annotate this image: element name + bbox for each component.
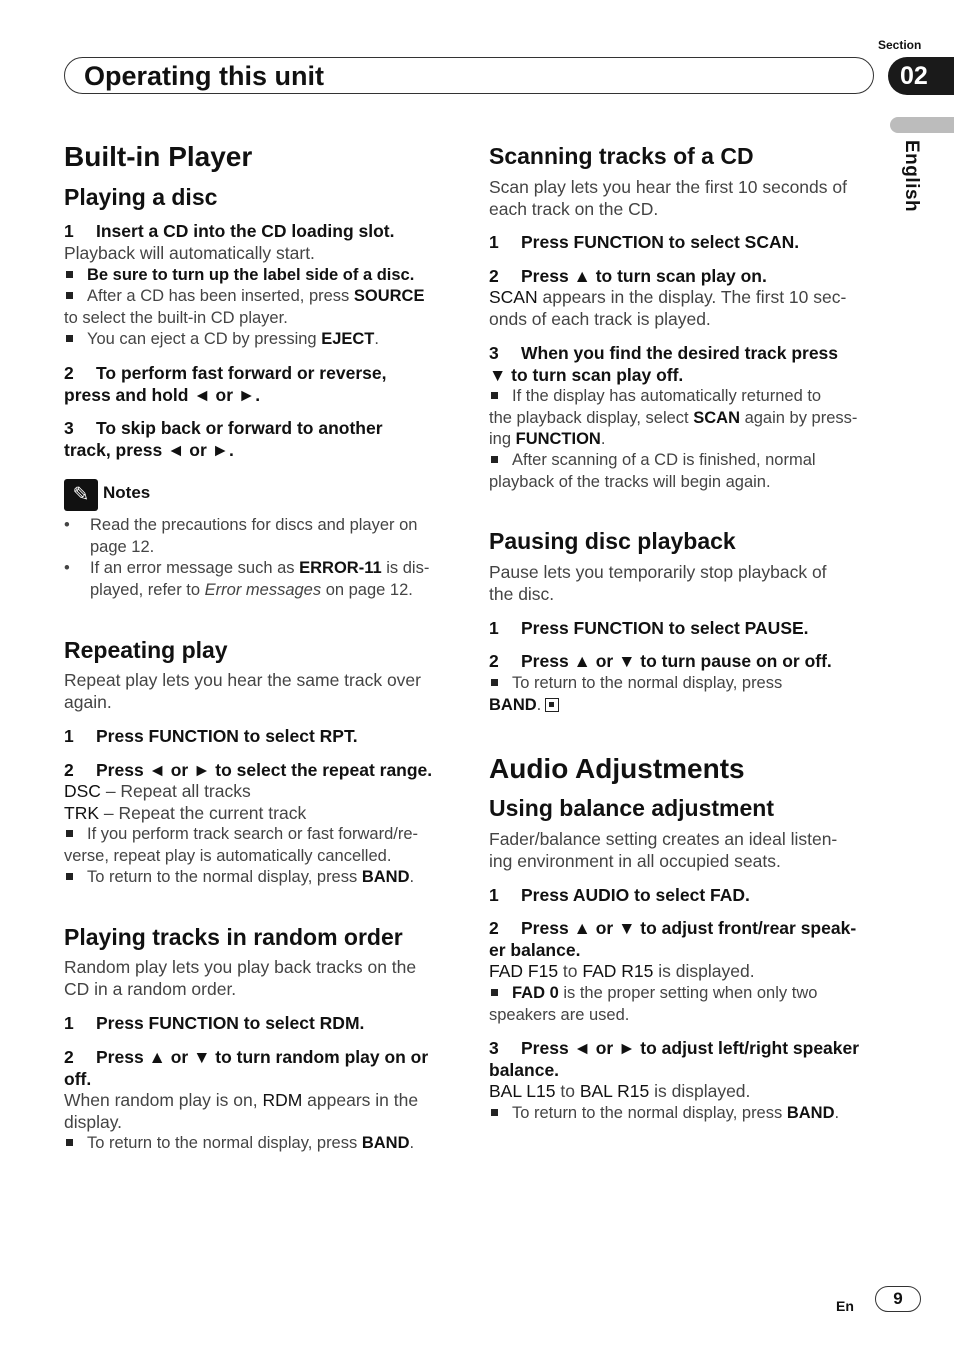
bullet-source-cont: to select the built-in CD player. <box>64 309 288 327</box>
step-pause-toggle: 2 Press ▲ or ▼ to turn pause on or off. <box>489 651 832 671</box>
random-desc: Random play lets you play back tracks on the CD in a random order. <box>64 957 417 999</box>
section-number-tab: 02 <box>888 57 954 95</box>
bullet-fad-zero: FAD 0 is the proper setting when only two speakers are used. <box>489 984 818 1024</box>
bullet-balance-band: To return to the normal display, press BAND. <box>489 1103 839 1125</box>
section-label: Section <box>878 38 922 52</box>
step-repeat-range: 2 Press ◄ or ► to select the repeat range. <box>64 760 433 780</box>
pausing-heading: Pausing disc playback <box>489 528 736 554</box>
page-number: 9 <box>875 1286 921 1312</box>
page-title: Operating this unit <box>84 61 324 91</box>
audio-adjustments-heading: Audio Adjustments <box>489 753 745 784</box>
fad-range: FAD F15 to FAD R15 is displayed. <box>489 961 755 981</box>
step-insert-cd-desc: Playback will automatically start. <box>64 243 315 263</box>
step-select-rpt: 1 Press FUNCTION to select RPT. <box>64 726 358 746</box>
bullet-label-side: Be sure to turn up the label side of a disc. <box>64 265 414 287</box>
bullet-random-band: To return to the normal display, press BAND. <box>64 1133 414 1155</box>
step-fast-forward: 2 To perform fast forward or reverse, press and hold ◄ or ►. <box>64 363 387 405</box>
bullet-pause-band: To return to the normal display, press BAND. <box>489 674 783 714</box>
step-skip-track: 3 To skip back or forward to another track, press ◄ or ►. <box>64 418 383 460</box>
repeating-play-heading: Repeating play <box>64 637 228 663</box>
scan-info: SCAN appears in the display. The first 10 sec- onds of each track is played. <box>489 287 847 329</box>
step-select-fad: 1 Press AUDIO to select FAD. <box>489 885 750 905</box>
bullet-eject: You can eject a CD by pressing EJECT. <box>64 329 379 351</box>
scan-desc: Scan play lets you hear the first 10 seconds of each track on the CD. <box>489 177 847 219</box>
language-tab <box>890 117 954 133</box>
step-select-rdm: 1 Press FUNCTION to select RDM. <box>64 1013 365 1033</box>
step-left-right: 3 Press ◄ or ► to adjust left/right speaker balance. <box>489 1038 860 1080</box>
step-select-pause: 1 Press FUNCTION to select PAUSE. <box>489 618 809 638</box>
random-order-heading: Playing tracks in random order <box>64 924 403 950</box>
random-info: When random play is on, RDM appears in the display. <box>64 1090 419 1132</box>
note-precautions: • Read the precautions for discs and player on page 12. <box>64 516 418 556</box>
bullet-repeat-band: To return to the normal display, press BAND. <box>64 867 414 889</box>
repeat-trk: TRK – Repeat the current track <box>64 803 307 823</box>
language-label: English <box>901 140 922 213</box>
repeat-dsc: DSC – Repeat all tracks <box>64 781 251 801</box>
step-random-toggle: 2 Press ▲ or ▼ to turn random play on or off. <box>64 1047 429 1089</box>
stop-icon <box>545 698 559 712</box>
notes-label: Notes <box>103 483 151 502</box>
step-select-scan: 1 Press FUNCTION to select SCAN. <box>489 232 800 252</box>
pause-desc: Pause lets you temporarily stop playback of the disc. <box>489 562 827 604</box>
builtin-player-heading: Built-in Player <box>64 141 253 172</box>
repeat-desc: Repeat play lets you hear the same track over again. <box>64 670 421 712</box>
notes-pencil-icon: ✎ <box>64 479 98 511</box>
step-insert-cd: 1 Insert a CD into the CD loading slot. <box>64 221 395 241</box>
step-scan-on: 2 Press ▲ to turn scan play on. <box>489 266 767 286</box>
note-error-message: • If an error message such as ERROR-11 is dis- played, refer to Error messages on page 12. <box>64 559 430 599</box>
playing-disc-heading: Playing a disc <box>64 184 218 210</box>
bullet-scan-finished: After scanning of a CD is finished, normal playback of the tracks will begin again. <box>489 451 816 491</box>
balance-heading: Using balance adjustment <box>489 795 775 821</box>
bullet-repeat-cancel: If you perform track search or fast forward/re- verse, repeat play is automatically cancelled. <box>64 825 419 865</box>
balance-desc: Fader/balance setting creates an ideal listen- ing environment in all occupied seats. <box>489 829 838 871</box>
footer-language: En <box>836 1298 854 1314</box>
bal-range: BAL L15 to BAL R15 is displayed. <box>489 1081 751 1101</box>
scanning-heading: Scanning tracks of a CD <box>489 143 754 169</box>
bullet-scan-returned: If the display has automatically returned to the playback display, select SCAN again by press- ing FUNCTION. <box>489 387 858 448</box>
step-scan-off: 3 When you find the desired track press ▼ to turn scan play off. <box>489 343 839 385</box>
bullet-source: After a CD has been inserted, press SOURCE <box>64 286 424 308</box>
step-front-rear: 2 Press ▲ or ▼ to adjust front/rear speak- er balance. <box>489 918 857 960</box>
